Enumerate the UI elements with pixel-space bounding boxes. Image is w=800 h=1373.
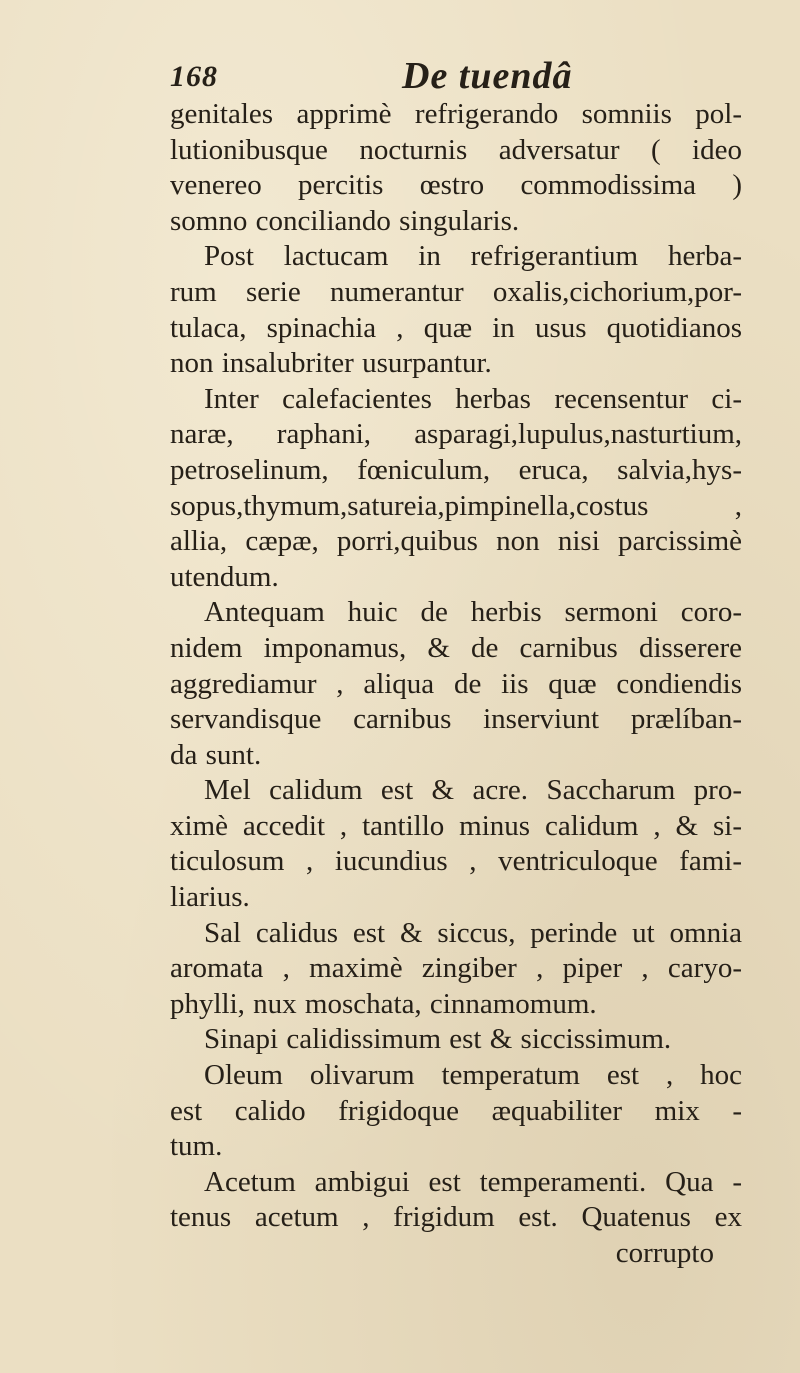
text-line: est calido frigidoque æquabiliter mix - <box>170 1094 742 1127</box>
text-line: Oleum olivarum temperatum est , hoc <box>204 1059 742 1092</box>
text-line: Mel calidum est & acre. Saccharum pro- <box>204 774 742 807</box>
text-line: Acetum ambigui est temperamenti. Qua - <box>204 1165 742 1198</box>
text-line: non insalubriter usurpantur. <box>170 347 492 380</box>
text-line: genitales apprimè refrigerando somniis pol- <box>170 98 742 130</box>
page-header <box>170 54 760 97</box>
text-line: ximè accedit , tantillo minus calidum , & si- <box>170 809 742 842</box>
text-line: venereo percitis œstro commodissima ) <box>170 169 742 202</box>
text-line: tulaca, spinachia , quæ in usus quotidianos <box>170 311 742 344</box>
text-line: utendum. <box>170 560 279 593</box>
text-line: Inter calefacientes herbas recensentur ci- <box>204 382 742 415</box>
running-head: De tuendâ <box>402 55 573 97</box>
text-line: tenus acetum , frigidum est. Quatenus ex <box>170 1201 742 1234</box>
text-line: aromata , maximè zingiber , piper , caryo- <box>170 952 742 985</box>
text-line: aggrediamur , aliqua de iis quæ condiendis <box>170 667 742 700</box>
text-line: ticulosum , iucundius , ventriculoque fami- <box>170 845 742 878</box>
text-line: somno conciliando singularis. <box>170 204 520 237</box>
body-text <box>170 97 742 1272</box>
text-line: Antequam huic de herbis sermoni coro- <box>204 596 742 629</box>
text-line: servandisque carnibus inserviunt prælíban- <box>170 703 742 736</box>
text-line: sopus,thymum,satureia,pimpinella,costus , <box>170 489 742 522</box>
text-line: tum. <box>170 1130 223 1163</box>
page-number: 168 <box>170 60 218 93</box>
text-line: petroselinum, fœniculum, eruca, salvia,hys- <box>170 453 742 486</box>
text-line: naræ, raphani, asparagi,lupulus,nasturtium, <box>170 418 742 451</box>
catchword: corrupto <box>615 1237 714 1269</box>
text-line: lutionibusque nocturnis adversatur ( ideo <box>170 133 742 166</box>
text-line: Sinapi calidissimum est & siccissimum. <box>204 1023 672 1056</box>
text-line: Sal calidus est & siccus, perinde ut omnia <box>204 916 742 949</box>
text-line: da sunt. <box>170 738 262 771</box>
text-line: nidem imponamus, & de carnibus disserere <box>170 631 742 664</box>
text-line: liarius. <box>170 881 250 914</box>
text-line: phylli, nux moschata, cinnamomum. <box>170 987 597 1020</box>
text-line: Post lactucam in refrigerantium herba- <box>204 240 742 273</box>
text-line: allia, cæpæ, porri,quibus non nisi parcissimè <box>170 525 742 558</box>
text-line: rum serie numerantur oxalis,cichorium,por- <box>170 275 742 308</box>
